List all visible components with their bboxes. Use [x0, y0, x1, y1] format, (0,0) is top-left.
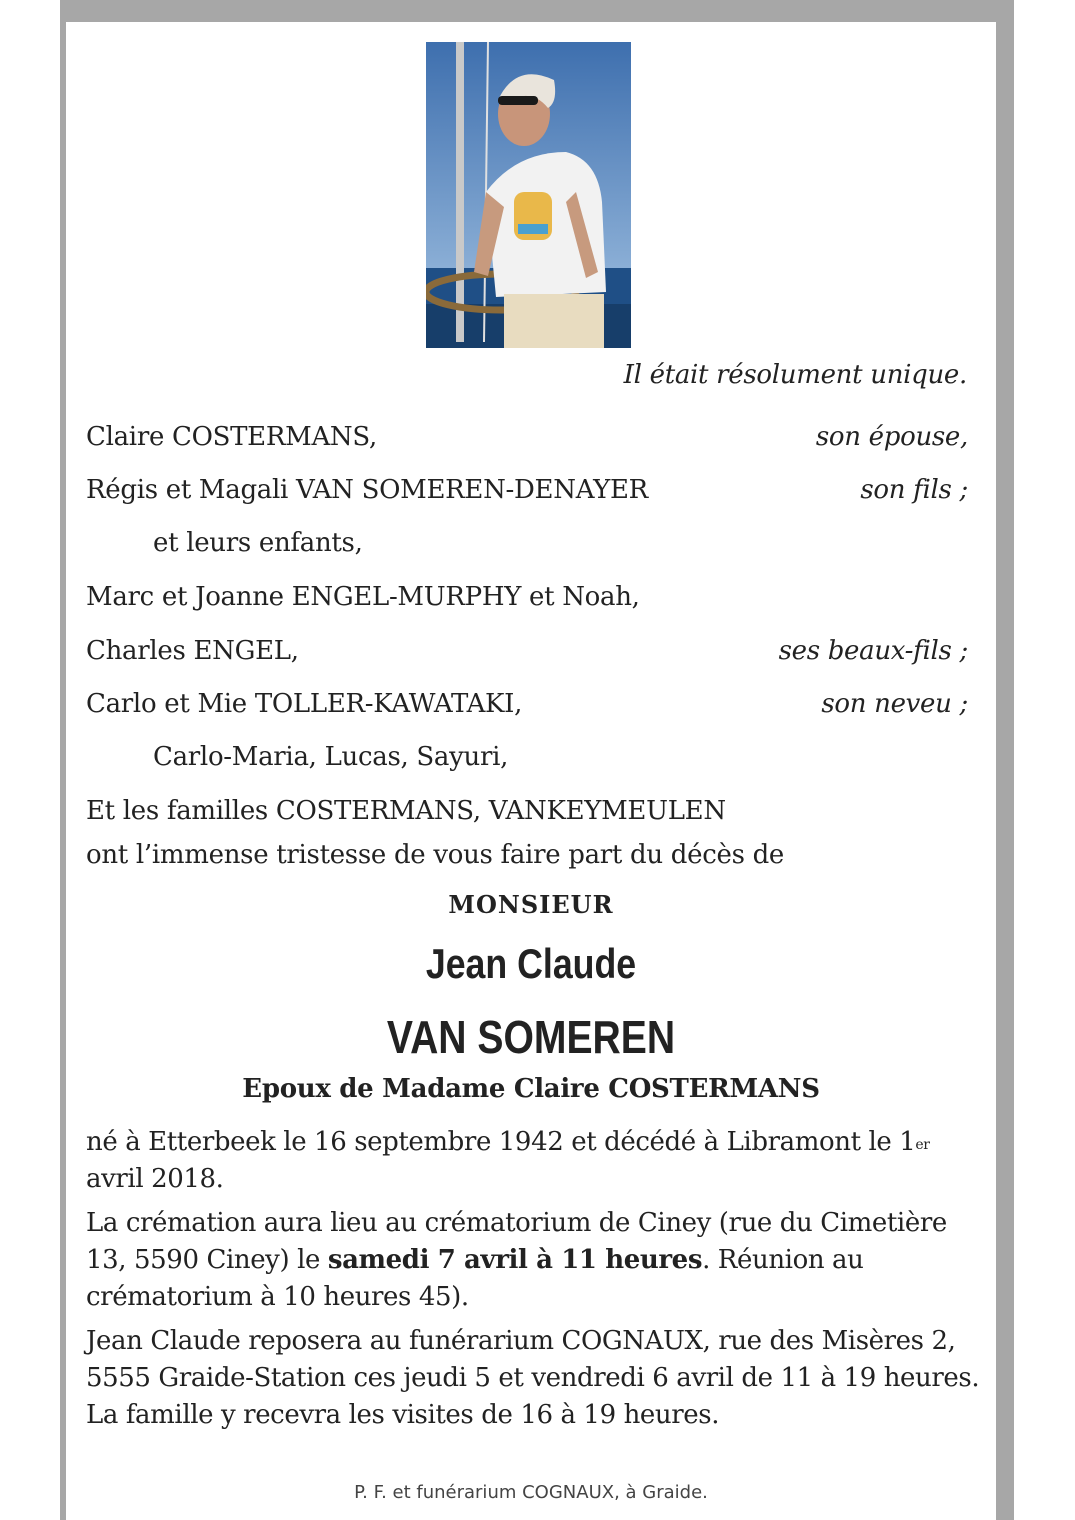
deceased-first-name: Jean Claude: [425, 940, 637, 987]
birth-death-paragraph: [86, 1124, 986, 1198]
family-row: [86, 422, 968, 462]
deceased-title: MONSIEUR: [448, 890, 614, 919]
family-relation: son neveu ;: [821, 689, 968, 719]
funeral-home-footer: P. F. et funérarium COGNAUX, à Graide.: [354, 1482, 708, 1503]
visitation-paragraph: [86, 1323, 986, 1434]
cremation-paragraph: [86, 1205, 986, 1316]
family-row: [86, 582, 968, 622]
portrait-photo: [426, 42, 631, 348]
announcement-line: ont l’immense tristesse de vous faire part du décès de: [86, 840, 785, 870]
family-name: Charles ENGEL,: [86, 636, 299, 666]
family-row: [86, 528, 968, 568]
family-name: Claire COSTERMANS,: [86, 422, 377, 452]
family-name: Carlo-Maria, Lucas, Sayuri,: [153, 742, 509, 772]
family-relation: ses beaux-fils ;: [778, 636, 968, 666]
family-relation: son épouse,: [815, 422, 968, 452]
family-row: [86, 636, 968, 676]
birth-death-text-end: avril 2018.: [86, 1164, 224, 1194]
announcement-line: Et les familles COSTERMANS, VANKEYMEULEN: [86, 796, 726, 826]
family-relation: son fils ;: [860, 475, 968, 505]
family-name: Carlo et Mie TOLLER-KAWATAKI,: [86, 689, 523, 719]
family-name: et leurs enfants,: [153, 528, 363, 558]
family-row: [86, 742, 968, 782]
visitation-text: Jean Claude reposera au funérarium COGNAUX, rue des Misères 2, 5555 Graide-Station ces jeudi 5 et vendredi 6 avril de 11 à 19 heures. La famille y recevra les visites de 16 à 19 heures.: [86, 1326, 980, 1430]
family-name: Marc et Joanne ENGEL-MURPHY et Noah,: [86, 582, 640, 612]
birth-death-text: né à Etterbeek le 16 septembre 1942 et décédé à Libramont le 1: [86, 1127, 916, 1157]
cremation-text-end: . Réunion au crématorium à 10 heures 45).: [86, 1245, 864, 1312]
family-row: [86, 475, 968, 515]
portrait-photo-icon: [426, 42, 631, 348]
cremation-date: samedi 7 avril à 11 heures: [327, 1245, 703, 1275]
deceased-last-name: VAN SOMEREN: [386, 1011, 676, 1063]
spouse-line: Epoux de Madame Claire COSTERMANS: [242, 1074, 820, 1104]
cremation-text: La crémation aura lieu au crématorium de Ciney (rue du Cimetière 13, 5590 Ciney) le: [86, 1208, 947, 1275]
motto: Il était résolument unique.: [623, 360, 967, 390]
family-name: Régis et Magali VAN SOMEREN-DENAYER: [86, 475, 648, 505]
family-row: [86, 689, 968, 729]
ordinal-superscript: er: [915, 1137, 930, 1153]
